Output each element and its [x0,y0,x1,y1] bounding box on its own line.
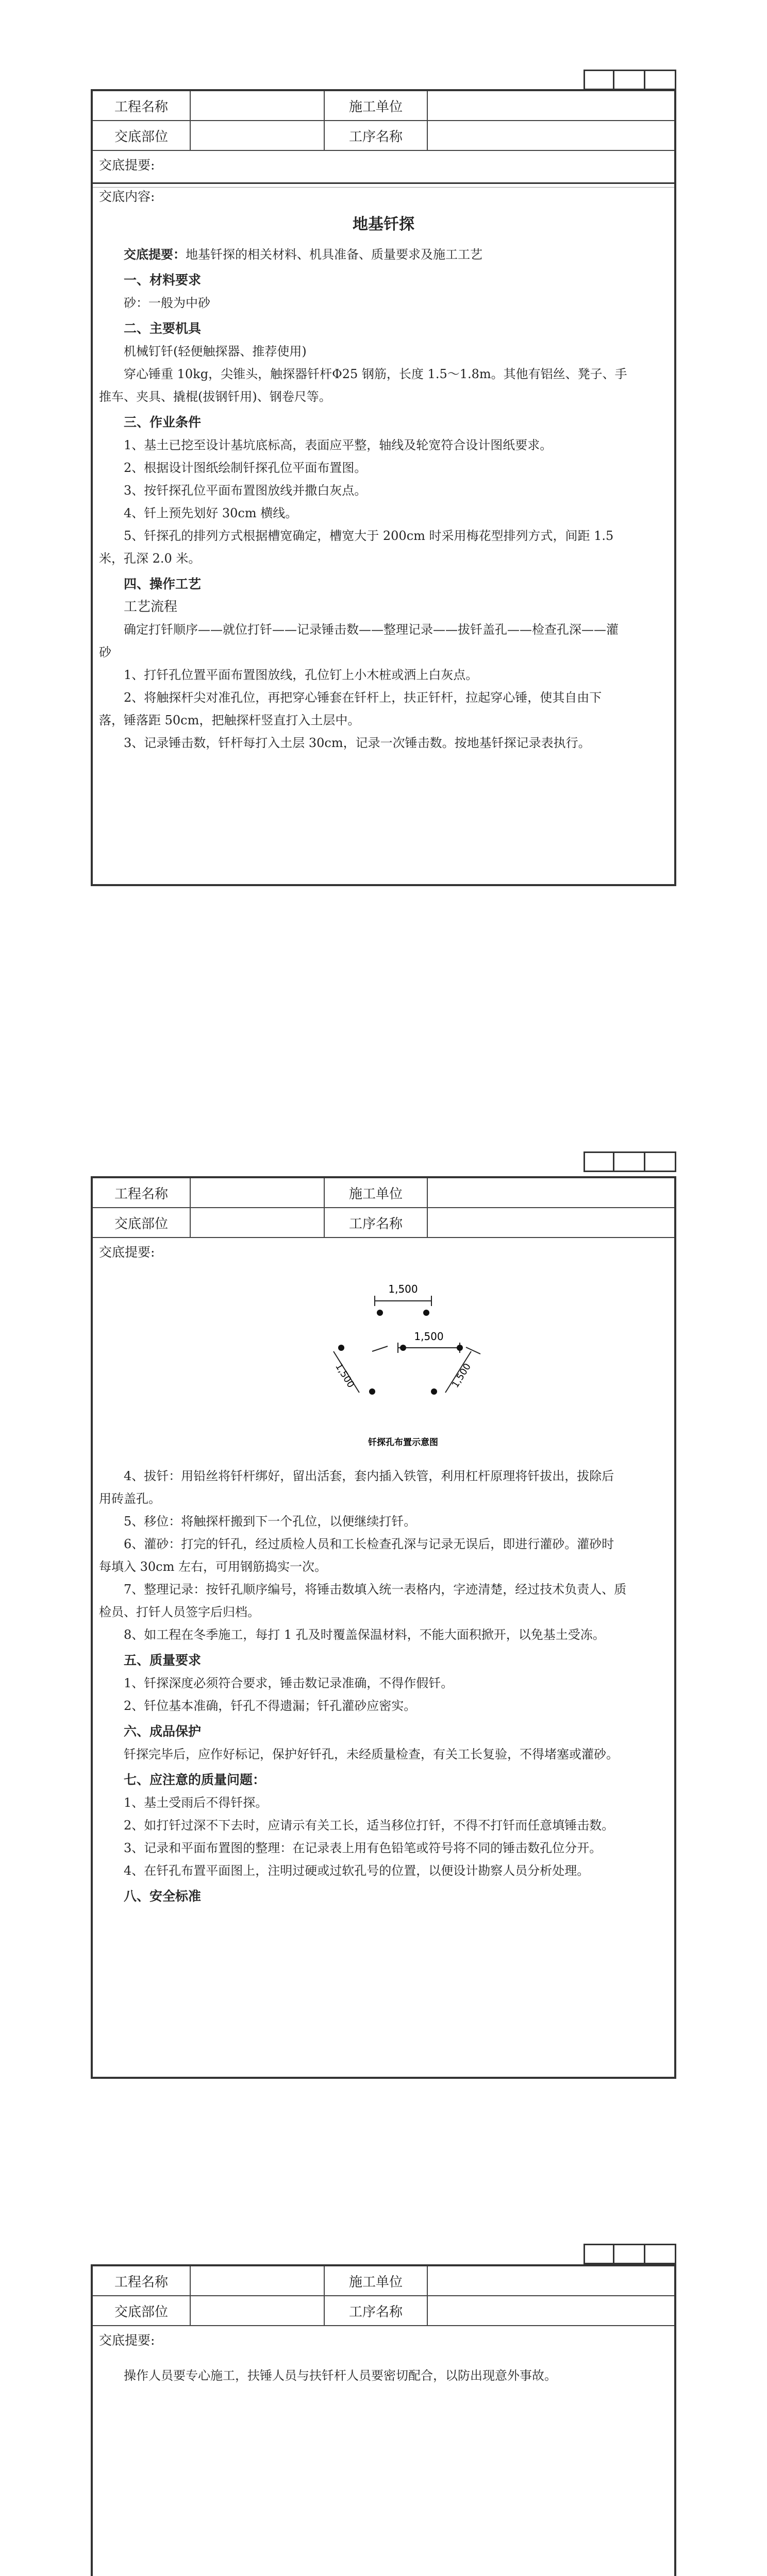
page-3 [91,2244,676,2576]
content-label: 交底内容: [93,187,674,206]
sub-heading: 工艺流程 [124,599,178,615]
handover-dept-value[interactable] [191,2296,325,2326]
page-2 [91,1151,676,2079]
process-name-label: 工序名称 [325,1208,428,1238]
diagram-caption: 钎探孔布置示意图 [368,1437,438,1448]
project-name-label: 工程名称 [93,2266,191,2296]
paragraph: 钎探完毕后，应作好标记，保护好钎孔，未经质量检查，有关工长复验，不得堵塞或灌砂。 [124,1747,619,1761]
process-name-label: 工序名称 [325,121,428,151]
project-name-value[interactable] [191,2266,325,2296]
hole-marker [423,1310,429,1316]
summary-text: 地基钎探的相关材料、机具准备、质量要求及施工工艺 [186,247,482,262]
content-body [93,184,674,757]
hole-marker [338,1345,344,1351]
paragraph: 2、钎位基本准确，钎孔不得遗漏；钎孔灌砂应密实。 [124,1699,416,1713]
process-name-value[interactable] [428,1208,674,1238]
section-heading: 八、安全标准 [124,1889,202,1904]
paragraph: 1、基土已挖至设计基坑底标高，表面应平整，轴线及轮宽符合设计图纸要求。 [124,438,553,452]
summary-line [99,243,668,266]
summary-label: 交底提要: [99,2333,155,2348]
paragraph: 4、拔钎：用铅丝将钎杆绑好，留出活套，套内插入铁管，利用杠杆原理将钎拔出，拔除后 [124,1469,614,1483]
paragraph: 用砖盖孔。 [99,1492,161,1506]
hole-marker [369,1388,375,1395]
paragraph: 5、钎探孔的排列方式根据槽宽确定，槽宽大于 200cm 时采用梅花型排列方式，间距 1.5 [124,529,614,543]
hole-marker [457,1345,463,1351]
dimension-label: 1,500 [388,1283,418,1295]
paragraph: 6、灌砂：打完的钎孔，经过质检人员和工长检查孔深与记录无误后，即进行灌砂。灌砂时 [124,1537,614,1551]
process-name-value[interactable] [428,2296,674,2326]
summary-label: 交底提要: [99,1245,155,1260]
paragraph: 1、打钎孔位置平面布置图放线，孔位钉上小木桩或洒上白灰点。 [124,668,478,682]
hole-marker [400,1345,406,1351]
summary-label: 交底提要: [93,151,674,184]
handover-dept-value[interactable] [191,121,325,151]
paragraph: 2、将触探杆尖对准孔位，再把穿心锤套在钎杆上，扶正钎杆，拉起穿心锤，使其自由下 [124,690,602,705]
corner-boxes [583,2244,676,2264]
content-body [93,1271,674,1911]
content-body [93,2359,674,2390]
document-frame [91,89,676,886]
paragraph: 1、钎探深度必须符合要求，锤击数记录准确，不得作假钎。 [124,1676,454,1690]
section-heading: 三、作业条件 [124,415,202,430]
dimension-label: 1,500 [414,1330,444,1343]
section-heading: 七、应注意的质量问题： [124,1772,266,1787]
construction-unit-value[interactable] [428,1178,674,1208]
page-title: 地基钎探 [353,215,414,233]
section-heading: 四、操作工艺 [124,577,202,591]
header-table [93,1178,674,1238]
paragraph: 3、记录和平面布置图的整理：在记录表上用有色铅笔或符号将不同的锤击数孔位分开。 [124,1841,602,1855]
project-name-value[interactable] [191,91,325,121]
paragraph: 砂 [99,645,111,659]
dimension-label: 1,500 [449,1361,473,1390]
paragraph: 3、记录锤击数，钎杆每打入土层 30cm，记录一次锤击数。按地基钎探记录表执行。 [124,736,591,750]
pile-hole-layout-diagram [99,1274,666,1465]
paragraph: 落，锤落距 50cm，把触探杆竖直打入土层中。 [99,713,360,727]
corner-boxes [583,1151,676,1172]
paragraph: 米，孔深 2.0 米。 [99,551,201,566]
construction-unit-label: 施工单位 [325,1178,428,1208]
paragraph: 检员、打钎人员签字后归档。 [99,1605,260,1619]
paragraph: 1、基土受雨后不得钎探。 [124,1795,268,1810]
paragraph: 每填入 30cm 左右，可用钢筋捣实一次。 [99,1560,327,1574]
paragraph: 2、如打钎过深不下去时，应请示有关工长，适当移位打钎，不得不打钎而任意填锤击数。 [124,1818,614,1833]
paragraph: 推车、夹具、撬棍(拔钢钎用)、钢卷尺等。 [99,389,331,404]
handover-dept-value[interactable] [191,1208,325,1238]
paragraph: 3、按钎探孔位平面布置图放线并撒白灰点。 [124,483,367,498]
section-heading: 二、主要机具 [124,321,202,336]
summary-prefix: 交底提要： [124,247,186,262]
handover-dept-label: 交底部位 [93,121,191,151]
paragraph: 8、如工程在冬季施工，每打 1 孔及时覆盖保温材料，不能大面积掀开，以免基土受冻。 [124,1628,605,1642]
hole-marker [431,1388,437,1395]
paragraph: 穿心锤重 10kg，尖锥头，触探器钎杆Φ25 钢筋，长度 1.5～1.8m。其他有铝丝、凳子、手 [124,367,627,381]
paragraph: 砂：一般为中砂 [124,296,210,310]
paragraph: 确定打钎顺序——就位打钎——记录锤击数——整理记录——拔钎盖孔——检查孔深——灌 [124,622,619,637]
project-name-label: 工程名称 [93,1178,191,1208]
section-heading: 五、质量要求 [124,1653,202,1668]
dimension-label: 1,500 [333,1361,357,1390]
project-name-value[interactable] [191,1178,325,1208]
document-frame [91,1176,676,2079]
handover-dept-label: 交底部位 [93,1208,191,1238]
header-table [93,2266,674,2326]
paragraph: 5、移位：将触探杆搬到下一个孔位，以便继续打钎。 [124,1514,416,1529]
paragraph: 7、整理记录：按钎孔顺序编号，将锤击数填入统一表格内，字迹清楚，经过技术负责人、质 [124,1582,627,1597]
process-name-label: 工序名称 [325,2296,428,2326]
construction-unit-label: 施工单位 [325,2266,428,2296]
handover-dept-label: 交底部位 [93,2296,191,2326]
document-frame [91,2264,676,2576]
paragraph: 2、根据设计图纸绘制钎探孔位平面布置图。 [124,461,367,475]
project-name-label: 工程名称 [93,91,191,121]
paragraph: 4、在钎孔布置平面图上，注明过硬或过软孔号的位置，以便设计勘察人员分析处理。 [124,1863,590,1878]
hole-marker [377,1310,383,1316]
section-heading: 一、材料要求 [124,273,202,287]
header-table [93,91,674,151]
construction-unit-label: 施工单位 [325,91,428,121]
page-1 [91,70,676,886]
paragraph: 操作人员要专心施工，扶锤人员与扶钎杆人员要密切配合，以防出现意外事故。 [124,2368,557,2383]
paragraph: 4、钎上预先划好 30cm 横线。 [124,506,298,520]
process-name-value[interactable] [428,121,674,151]
construction-unit-value[interactable] [428,2266,674,2296]
paragraph: 机械钉钎(轻便触探器、推荐使用) [124,344,307,359]
construction-unit-value[interactable] [428,91,674,121]
section-heading: 六、成品保护 [124,1724,202,1739]
corner-boxes [583,70,676,90]
